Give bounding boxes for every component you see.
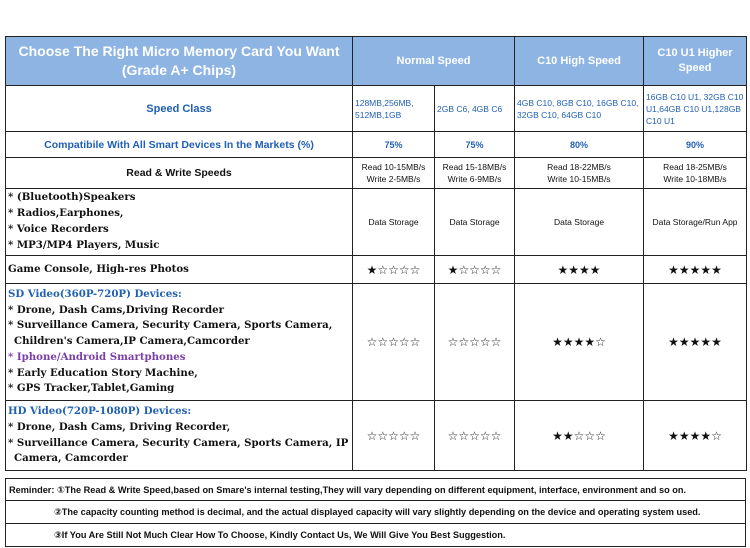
- note-2: ②The capacity counting method is decimal, and the actual displayed capacity will vary slightly depending on the device and operating system used.: [5, 501, 746, 524]
- hd-a-rating: ☆☆☆☆☆: [353, 401, 435, 471]
- game-label: Game Console, High-res Photos: [6, 256, 353, 284]
- memory-card-table: [5, 36, 747, 471]
- note-1: Reminder: ①The Read & Write Speed,based on Smare's internal testing,They will vary depending on different equipment, interface, environment and so on.: [5, 478, 746, 501]
- hd-d-rating: ★★★★☆: [644, 401, 747, 471]
- rw-c: Read 18-22MB/s Write 10-15MB/s: [515, 158, 644, 189]
- basic-devices-row: [6, 189, 747, 256]
- header-row: [6, 37, 747, 86]
- game-row: [6, 256, 747, 284]
- speed-class-d: 16GB C10 U1, 32GB C10 U1,64GB C10 U1,128GB C10 U1: [644, 86, 747, 132]
- basic-b: Data Storage: [435, 189, 515, 256]
- sd-a-rating: ☆☆☆☆☆: [353, 284, 435, 401]
- rw-a: Read 10-15MB/s Write 2-5MB/s: [353, 158, 435, 189]
- compat-row: [6, 132, 747, 158]
- compat-b: 75%: [435, 132, 515, 158]
- header-c10-high-speed: C10 High Speed: [515, 37, 644, 86]
- speed-class-a: 128MB,256MB, 512MB,1GB: [353, 86, 435, 132]
- basic-c: Data Storage: [515, 189, 644, 256]
- sd-video-row: [6, 284, 747, 401]
- rw-row: [6, 158, 747, 189]
- comparison-table-wrapper: [5, 36, 746, 471]
- compat-label: Compatibile With All Smart Devices In the Markets (%): [6, 132, 353, 158]
- game-b-rating: ★☆☆☆☆: [435, 256, 515, 284]
- sd-b-rating: ☆☆☆☆☆: [435, 284, 515, 401]
- compat-d: 90%: [644, 132, 747, 158]
- header-c10-u1: C10 U1 Higher Speed: [644, 37, 747, 86]
- sd-devices-list: SD Video(360P-720P) Devices: * Drone, Dash Cams,Driving Recorder * Surveillance Camera, Security Camera, Sports Camera, Children's Camera,IP Camera,Camcorder * Iphone/Android Smartphones * Early Education Story Machine, * GPS Tracker,Tablet,Gaming: [6, 284, 353, 401]
- hd-c-rating: ★★☆☆☆: [515, 401, 644, 471]
- speed-class-label: Speed Class: [6, 86, 353, 132]
- compat-c: 80%: [515, 132, 644, 158]
- speed-class-c: 4GB C10, 8GB C10, 16GB C10, 32GB C10, 64GB C10: [515, 86, 644, 132]
- basic-a: Data Storage: [353, 189, 435, 256]
- header-normal-speed: Normal Speed: [353, 37, 515, 86]
- game-a-rating: ★☆☆☆☆: [353, 256, 435, 284]
- hd-devices-list: HD Video(720P-1080P) Devices: * Drone, Dash Cams, Driving Recorder, * Surveillance Camera, Security Camera, Sports Camera, IP Camera, Camcorder: [6, 401, 353, 471]
- sd-c-rating: ★★★★☆: [515, 284, 644, 401]
- notes-section: [5, 478, 746, 547]
- game-c-rating: ★★★★: [515, 256, 644, 284]
- hd-video-row: [6, 401, 747, 471]
- speed-class-b: 2GB C6, 4GB C6: [435, 86, 515, 132]
- game-d-rating: ★★★★★: [644, 256, 747, 284]
- sd-d-rating: ★★★★★: [644, 284, 747, 401]
- compat-a: 75%: [353, 132, 435, 158]
- table-title: Choose The Right Micro Memory Card You Want (Grade A+ Chips): [6, 37, 353, 86]
- rw-b: Read 15-18MB/s Write 6-9MB/s: [435, 158, 515, 189]
- basic-devices-list: * (Bluetooth)Speakers * Radios,Earphones, * Voice Recorders * MP3/MP4 Players, Music: [6, 189, 353, 256]
- rw-label: Read & Write Speeds: [6, 158, 353, 189]
- hd-b-rating: ☆☆☆☆☆: [435, 401, 515, 471]
- speed-class-row: [6, 86, 747, 132]
- rw-d: Read 18-25MB/s Write 10-18MB/s: [644, 158, 747, 189]
- basic-d: Data Storage/Run App: [644, 189, 747, 256]
- note-3: ③If You Are Still Not Much Clear How To Choose, Kindly Contact Us, We Will Give You Best Suggestion.: [5, 524, 746, 547]
